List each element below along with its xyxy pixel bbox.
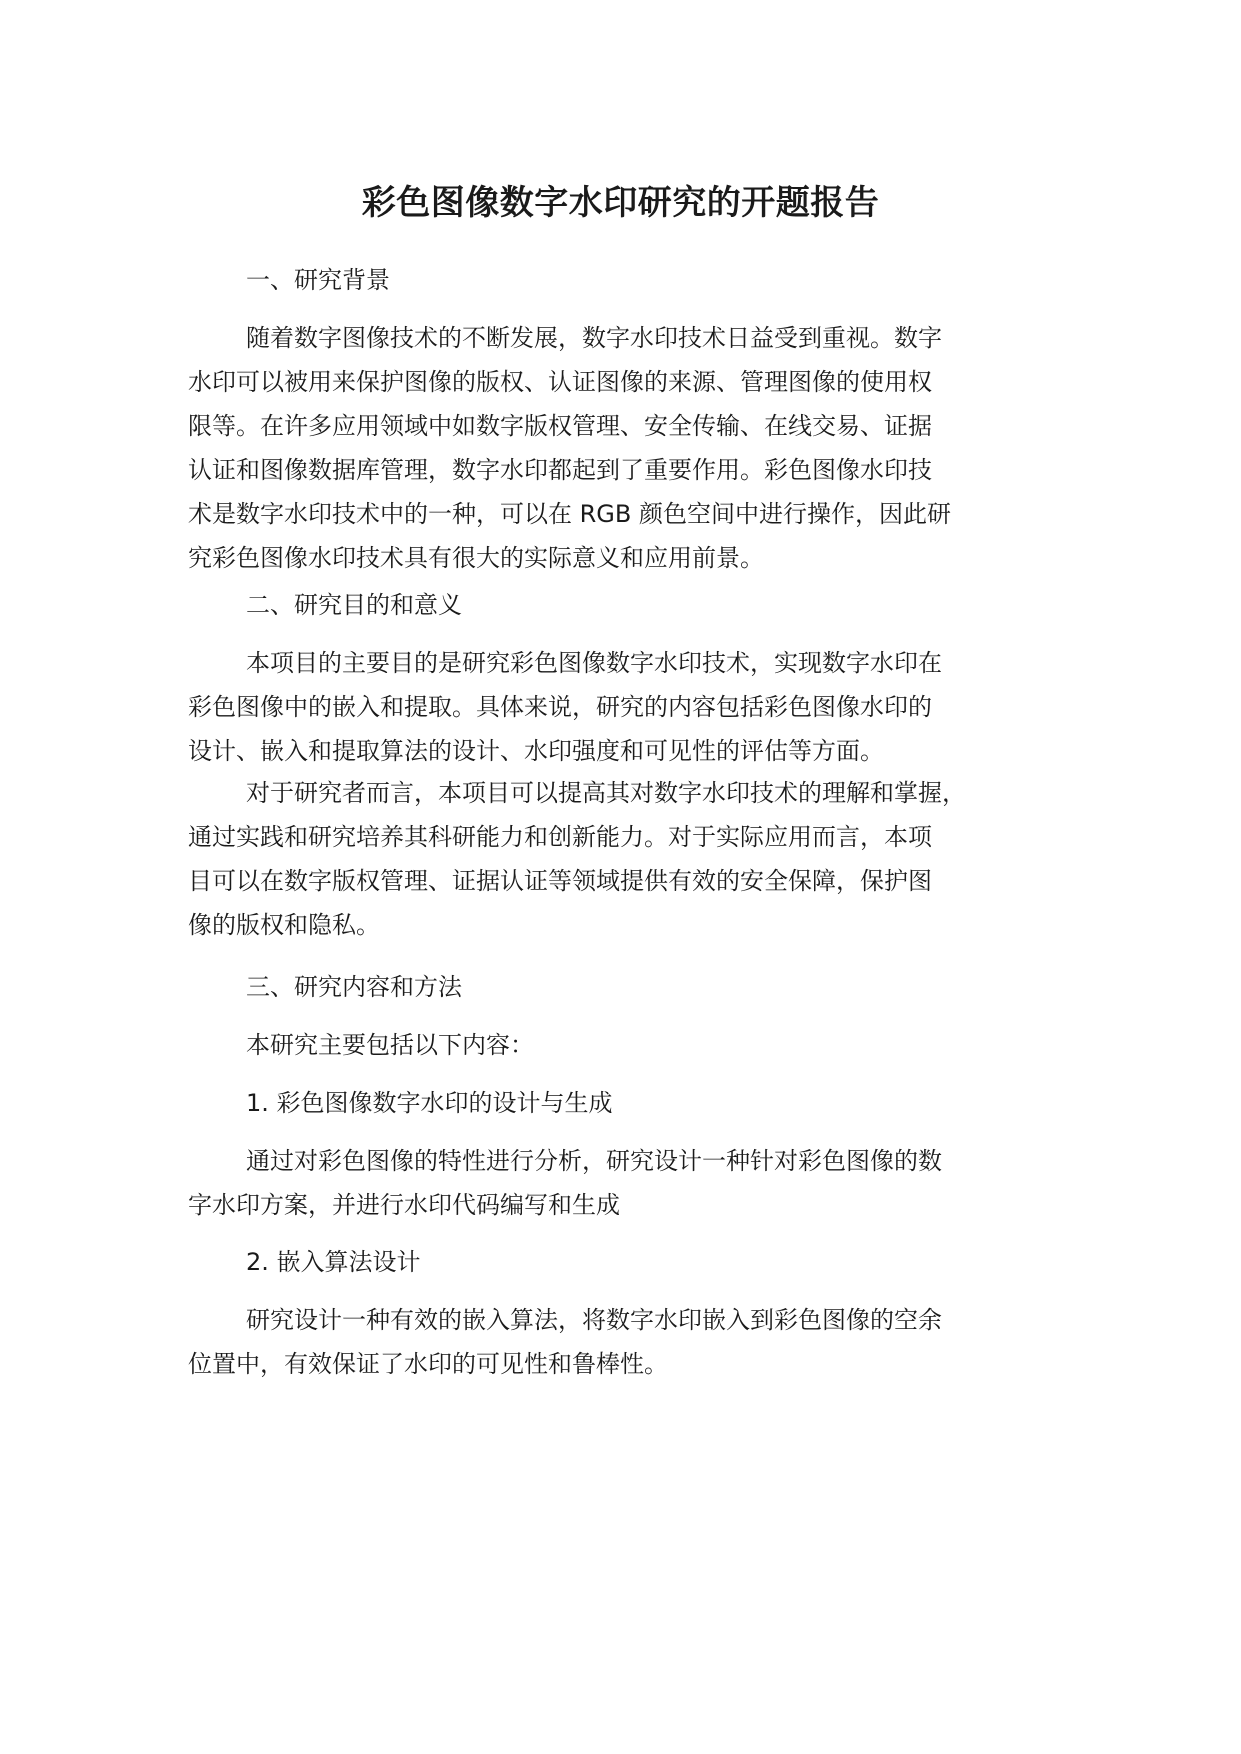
section-heading-content-methods: 三、研究内容和方法: [246, 973, 462, 1001]
paragraph-purpose: [188, 641, 1088, 773]
list-item-label: 2. 嵌入算法设计: [246, 1248, 421, 1276]
paragraph-line: 设计、嵌入和提取算法的设计、水印强度和可见性的评估等方面。: [188, 737, 884, 765]
paragraph-line: 限等。在许多应用领域中如数字版权管理、安全传输、在线交易、证据: [188, 412, 932, 440]
paragraph-line: 研究设计一种有效的嵌入算法，将数字水印嵌入到彩色图像的空余: [246, 1306, 942, 1334]
paragraph-line: 字水印方案，并进行水印代码编写和生成: [188, 1191, 620, 1219]
paragraph-line: 彩色图像中的嵌入和提取。具体来说，研究的内容包括彩色图像水印的: [188, 693, 932, 721]
paragraph-line: 水印可以被用来保护图像的版权、认证图像的来源、管理图像的使用权: [188, 368, 932, 396]
paragraph-line: 认证和图像数据库管理，数字水印都起到了重要作用。彩色图像水印技: [188, 456, 932, 484]
paragraph-background: [188, 316, 1088, 580]
section-intro: 本研究主要包括以下内容：: [246, 1031, 534, 1059]
paragraph-line: 通过实践和研究培养其科研能力和创新能力。对于实际应用而言，本项: [188, 823, 932, 851]
paragraph-significance: [188, 771, 1088, 947]
list-item-description: [188, 1298, 1088, 1386]
paragraph-line: 像的版权和隐私。: [188, 911, 380, 939]
paragraph-line: 究彩色图像水印技术具有很大的实际意义和应用前景。: [188, 544, 764, 572]
section-heading-background: 一、研究背景: [246, 266, 390, 294]
paragraph-line: 本项目的主要目的是研究彩色图像数字水印技术，实现数字水印在: [246, 649, 942, 677]
section-heading-purpose: 二、研究目的和意义: [246, 591, 462, 619]
paragraph-line: 目可以在数字版权管理、证据认证等领域提供有效的安全保障，保护图: [188, 867, 932, 895]
list-item-label: 1. 彩色图像数字水印的设计与生成: [246, 1089, 613, 1117]
document-title: 彩色图像数字水印研究的开题报告: [361, 183, 880, 223]
paragraph-line: 位置中，有效保证了水印的可见性和鲁棒性。: [188, 1350, 668, 1378]
list-item-description: [188, 1139, 1088, 1227]
paragraph-line: 随着数字图像技术的不断发展，数字水印技术日益受到重视。数字: [246, 324, 942, 352]
paragraph-line: 对于研究者而言，本项目可以提高其对数字水印技术的理解和掌握，: [246, 779, 966, 807]
paragraph-line: 通过对彩色图像的特性进行分析，研究设计一种针对彩色图像的数: [246, 1147, 942, 1175]
paragraph-line: 术是数字水印技术中的一种，可以在 RGB 颜色空间中进行操作，因此研: [188, 500, 951, 528]
